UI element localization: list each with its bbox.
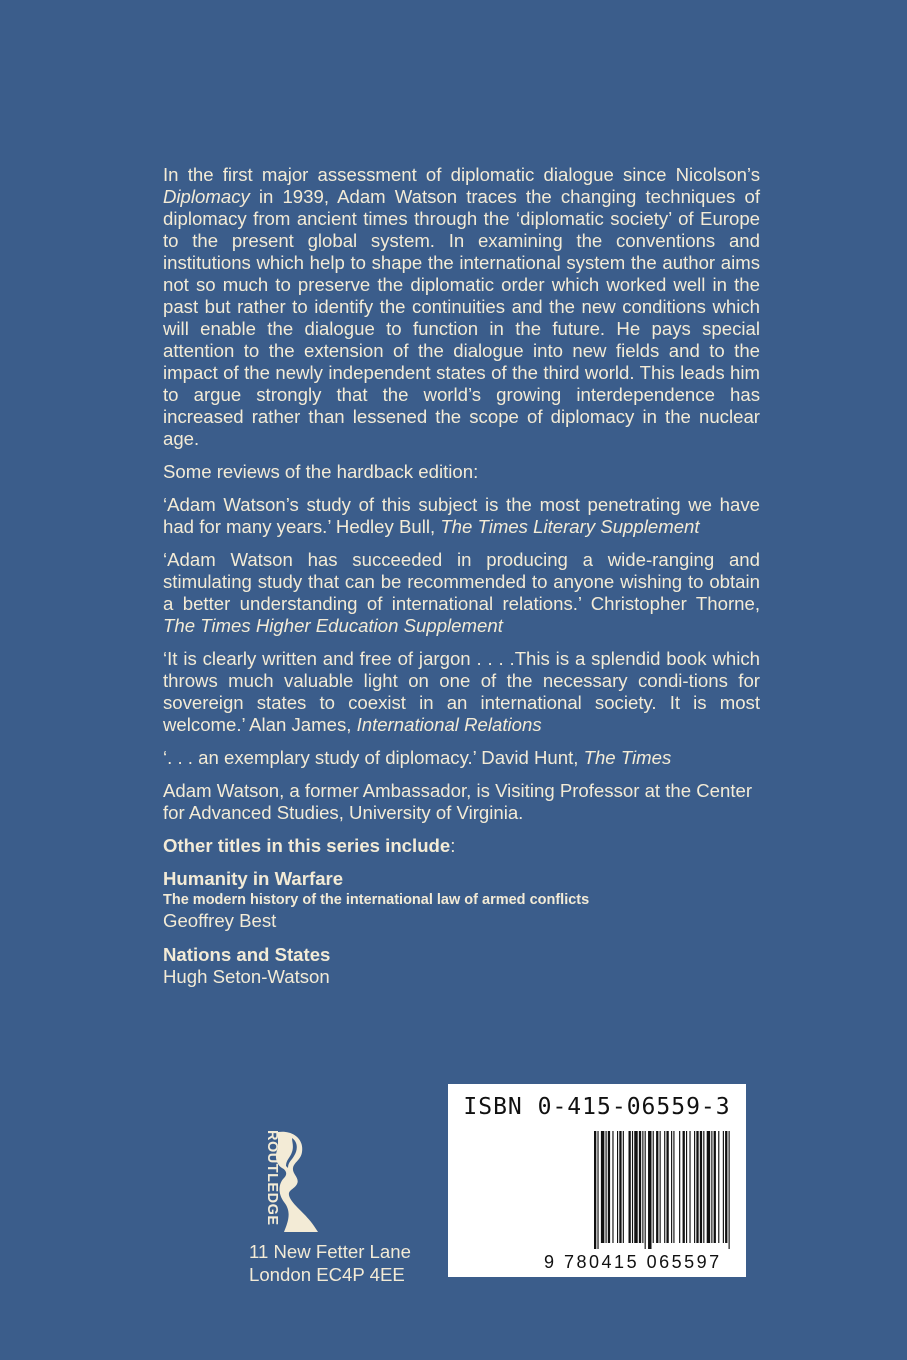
barcode-bar [660, 1131, 661, 1243]
series-item [163, 944, 760, 988]
series-subtitle: The modern history of the international law of armed conflicts [163, 892, 590, 908]
profile-faces-icon [276, 1132, 318, 1232]
barcode-bar [664, 1131, 665, 1243]
series-heading: Other titles in this series include: [163, 835, 456, 856]
barcode-bar [597, 1131, 598, 1249]
isbn-barcode-box [448, 1084, 746, 1277]
barcode-bar [629, 1131, 631, 1243]
description-paragraph: In the first major assessment of diplomatic dialogue since Nicolson’s Diplomacy in 1939, Adam Watson traces the changing techniques of diplomacy from ancient times through the ‘diplomatic society’ of Europe to the present global system. In examining the conventions and institutions which help to shape the international system the author aims not so much to preserve the diplomatic order which worked well in the past but rather to identify the continuities and the new conditions which will enable the dialogue to function in the future. He pays special attention to the extension of the dialogue into new fields and to the impact of the newly independent states of the third world. This leads him to argue strongly that the world’s growing interdependence has increased rather than lessened the scope of diplomacy in the nuclear age. [163, 164, 760, 449]
author-bio: Adam Watson, a former Ambassador, is Visiting Professor at the Center for Advanced Studies, University of Virginia. [163, 780, 753, 823]
barcode-bar [632, 1131, 633, 1243]
barcode-bar [601, 1131, 604, 1243]
barcode-bar [639, 1131, 641, 1243]
barcode-bar [619, 1131, 621, 1243]
barcode-bar [673, 1131, 674, 1243]
barcode-bar [623, 1131, 624, 1243]
series-item [163, 868, 760, 932]
barcode-bar [617, 1131, 618, 1243]
barcode-bar [594, 1131, 596, 1249]
barcode-bar [642, 1131, 643, 1243]
review-quote: ‘. . . an exemplary study of diplomacy.’ David Hunt, The Times [163, 747, 672, 768]
barcode-bar [612, 1131, 613, 1243]
ean-digits: 9 780415 065597 [544, 1252, 722, 1272]
routledge-logo-text: ROUTLEDGE [264, 1130, 280, 1226]
series-author: Geoffrey Best [163, 910, 277, 931]
review-quote: ‘It is clearly written and free of jargon . . . .This is a splendid book which throws much valuable light on one of the necessary condi-tions for sovereign states to coexist in an international society. It is most welcome.’ Alan James, International Relations [163, 648, 760, 735]
back-cover-text [163, 164, 760, 988]
barcode-bar [686, 1131, 687, 1243]
barcode-bar [645, 1131, 646, 1249]
barcode-bar [729, 1131, 730, 1249]
barcode-bar [689, 1131, 690, 1243]
barcode-bar [703, 1131, 704, 1243]
series-title: Nations and States [163, 944, 331, 965]
isbn-label: ISBN 0-415-06559-3 [463, 1094, 731, 1120]
barcode-bar [666, 1131, 668, 1243]
barcode-bar [718, 1131, 719, 1243]
barcode-bar [656, 1131, 658, 1243]
series-title: Humanity in Warfare [163, 868, 344, 889]
barcode-bar [634, 1131, 637, 1243]
barcode-bar [723, 1131, 724, 1243]
barcode-bar [683, 1131, 685, 1243]
barcode-bar [694, 1131, 695, 1243]
barcode-bar [711, 1131, 712, 1243]
series-author: Hugh Seton-Watson [163, 966, 330, 987]
routledge-logo [248, 1128, 328, 1232]
barcode-bar [714, 1131, 716, 1243]
publisher-address [249, 1240, 411, 1286]
barcode-bar [648, 1131, 651, 1249]
barcode-bar [725, 1131, 727, 1243]
barcode-bar [707, 1131, 710, 1243]
barcode-bar [653, 1131, 654, 1243]
barcode-bar [700, 1131, 702, 1243]
barcode-bar [671, 1131, 672, 1243]
barcode-bar [679, 1131, 680, 1243]
reviews-intro: Some reviews of the hardback edition: [163, 461, 479, 482]
barcode-bar [606, 1131, 607, 1243]
address-line: London EC4P 4EE [249, 1264, 405, 1285]
review-quote: ‘Adam Watson has succeeded in producing a wide-ranging and stimulating study that can be recommended to anyone wishing to obtain a better understanding of international relations.’ Christopher Thorne, The Times Higher Education Supplement [163, 549, 760, 636]
address-line: 11 New Fetter Lane [249, 1241, 411, 1262]
barcode-bar [696, 1131, 698, 1243]
barcode [594, 1131, 734, 1249]
barcode-bar [608, 1131, 610, 1243]
review-quote: ‘Adam Watson’s study of this subject is the most penetrating we have had for many years.’ Hedley Bull, The Times Literary Supplement [163, 494, 760, 537]
